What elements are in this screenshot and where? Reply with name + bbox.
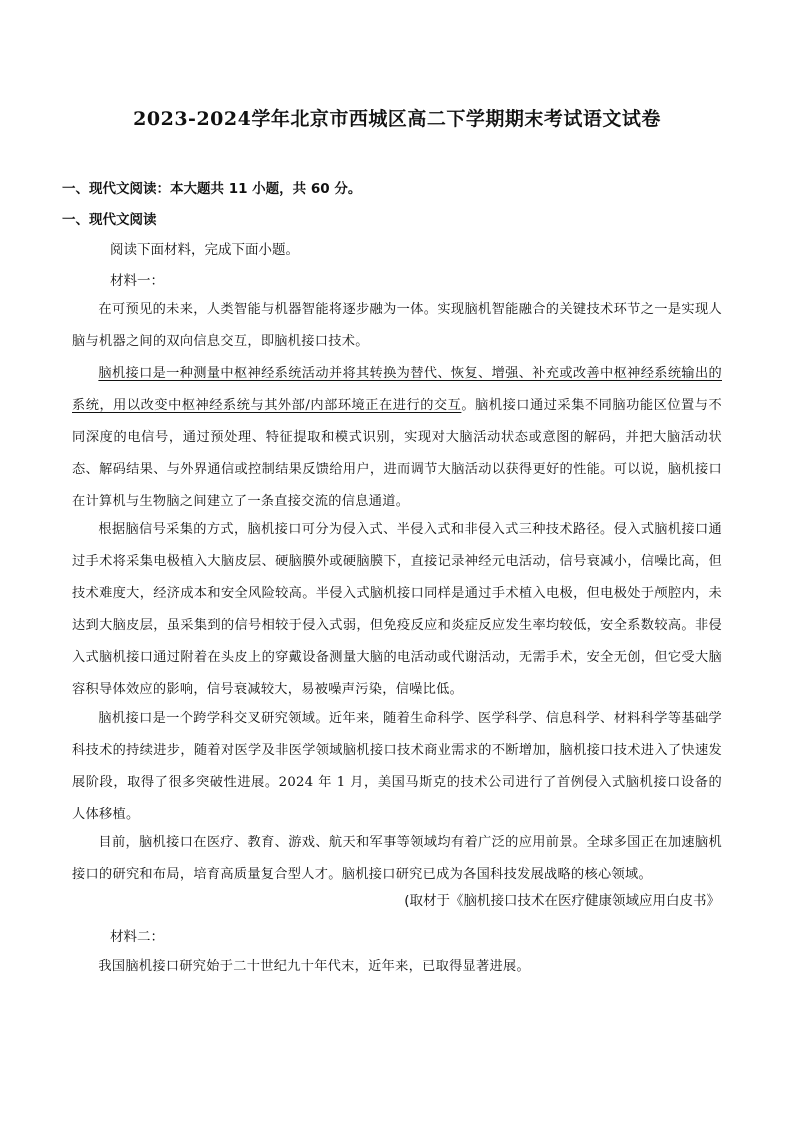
page-title: 2023-2024学年北京市西城区高二下学期期末考试语文试卷 (133, 108, 661, 130)
section-heading-exam: 一、现代文阅读：本大题共 11 小题，共 60 分。 (62, 181, 362, 197)
instruction-text: 阅读下面材料，完成下面小题。 (110, 242, 299, 258)
paragraph-2-rest: 。脑机接口通过采集不同脑功能区位置与不同深度的电信号，通过预处理、特征提取和模式识别，实现对大脑活动状态或意图的解码，并把大脑活动状态、解码结果、与外界通信或控制结果反馈给用户，进而调节大脑活动以获得更好的性能。可以说，脑机接口在计算机与生物脑之间建立了一条直接交流的信息通道。 (72, 398, 722, 509)
paragraph-1: 在可预见的未来，人类智能与机器智能将逐步融为一体。实现脑机智能融合的关键技术环节之一是实现人脑与机器之间的双向信息交互，即脑机接口技术。 (72, 302, 722, 349)
material-one-label: 材料一： (110, 273, 164, 289)
material-two-label: 材料二： (110, 929, 164, 945)
paragraph-5: 目前，脑机接口在医疗、教育、游戏、航天和军事等领域均有着广泛的应用前景。全球多国正在加速脑机接口的研究和布局，培育高质量复合型人才。脑机接口研究已成为各国科技发展战略的核心领域。 (72, 835, 722, 882)
paragraph-3: 根据脑信号采集的方式，脑机接口可分为侵入式、半侵入式和非侵入式三种技术路径。侵入式脑机接口通过手术将采集电极植入大脑皮层、硬脑膜外或硬脑膜下，直接记录神经元电活动，信号衰减小，信噪比高，但技术难度大，经济成本和安全风险较高。半侵入式脑机接口同样是通过手术植入电极，但电极处于颅腔内，未达到大脑皮层，虽采集到的信号相较于侵入式弱，但免疫反应和炎症反应发生率均较低，安全系数较高。非侵入式脑机接口通过附着在头皮上的穿戴设备测量大脑的电活动或代谢活动，无需手术，安全无创，但它受大脑容积导体效应的影响，信号衰减较大，易被噪声污染，信噪比低。 (72, 522, 722, 697)
paragraph-4: 脑机接口是一个跨学科交叉研究领域。近年来，随着生命科学、医学科学、信息科学、材料科学等基础学科技术的持续进步，随着对医学及非医学领域脑机接口技术商业需求的不断增加，脑机接口技术进入了快速发展阶段，取得了很多突破性进展。2024 年 1 月，美国马斯克的技术公司进行了首例侵入式脑机接口设备的人体移植。 (72, 711, 722, 822)
paragraph-2 (72, 358, 722, 518)
underlined-definition: 脑机接口是一种测量中枢神经系统活动并将其转换为替代、恢复、增强、补充或改善中枢神经系统输出的系统，用以改变中枢神经系统与其外部/内部环境正在进行的交互 (72, 366, 722, 413)
paragraph-6: 我国脑机接口研究始于二十世纪九十年代末，近年来，已取得显著进展。 (98, 959, 530, 974)
source-citation: (取材于《脑机接口技术在医疗健康领域应用白皮书》 (404, 893, 720, 909)
section-heading-reading: 一、现代文阅读 (62, 212, 157, 228)
